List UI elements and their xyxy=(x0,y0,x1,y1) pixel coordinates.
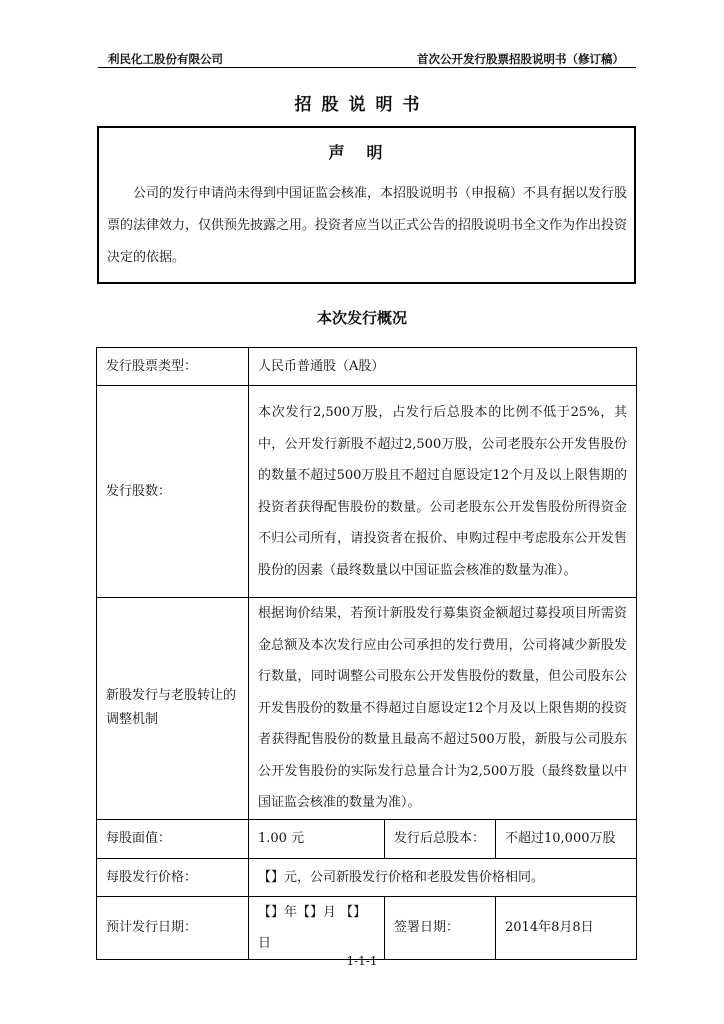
notice-box xyxy=(97,126,636,284)
notice-body: 公司的发行申请尚未得到中国证监会核准，本招股说明书（申报稿）不具有据以发行股票的法律效力，仅供预先披露之用。投资者应当以正式公告的招股说明书全文作为作出投资决定的依据。 xyxy=(107,186,628,265)
price-value: 【】元，公司新股发行价格和老股发售价格相同。 xyxy=(249,858,637,896)
page-number: 1-1-1 xyxy=(346,954,378,968)
table-row-stock-type xyxy=(97,348,637,386)
par-value-label: 每股面值： xyxy=(97,819,249,858)
adjustment-cell xyxy=(249,598,637,820)
signing-date-label: 签署日期： xyxy=(385,896,496,959)
table-row-price xyxy=(97,858,637,896)
par-value-value: 1.00 元 xyxy=(249,819,385,858)
shares-label: 发行股数： xyxy=(97,386,249,598)
header-company-name: 利民化工股份有限公司 xyxy=(108,52,223,66)
stock-type-value: 人民币普通股（A股） xyxy=(249,348,637,386)
stock-type-label: 发行股票类型： xyxy=(97,348,249,386)
table-row-par-value xyxy=(97,819,637,858)
table-row-adjustment xyxy=(97,598,637,820)
notice-heading: 声明 xyxy=(328,143,405,162)
shares-cell xyxy=(249,386,637,598)
total-shares-value: 不超过10,000万股 xyxy=(496,819,637,858)
issue-date-value: 【】年【】月 【】 日 xyxy=(249,896,385,959)
adjustment-label: 新股发行与老股转让的调整机制 xyxy=(97,598,249,820)
document-title: 招股说明书 xyxy=(294,95,430,115)
overview-title: 本次发行概况 xyxy=(316,309,407,327)
shares-value: 本次发行2,500万股，占发行后总股本的比例不低于25%，其中，公开发行新股不超过2,500万股，公司老股东公开发售股份的数量不超过500万股且不超过自愿设定12个月及以上限售期的投资者获得配售股份的数量。公司老股东公开发售股份所得资金不归公司所有，请投资者在报价、申购过程中考虑股东公开发售股份的因素（最终数量以中国证监会核准的数量为准）。 xyxy=(258,405,628,578)
total-shares-label: 发行后总股本： xyxy=(385,819,496,858)
price-label: 每股发行价格： xyxy=(97,858,249,896)
table-row-date xyxy=(97,896,637,959)
signing-date-value: 2014年8月8日 xyxy=(496,896,637,959)
header-document-name: 首次公开发行股票招股说明书（修订稿） xyxy=(417,52,624,66)
table-row-shares xyxy=(97,386,637,598)
issue-overview-table xyxy=(96,347,637,960)
issue-date-label: 预计发行日期： xyxy=(97,896,249,959)
page-header xyxy=(98,50,636,68)
adjustment-value: 根据询价结果，若预计新股发行募集资金额超过募投项目所需资金总额及本次发行应由公司承担的发行费用，公司将减少新股发行数量，同时调整公司股东公开发售股份的数量，但公司股东公开发售股份的数量不得超过自愿设定12个月及以上限售期的投资者获得配售股份的数量且最高不超过500万股，新股与公司股东公开发售股份的实际发行总量合计为2,500万股（最终数量以中国证监会核准的数量为准）。 xyxy=(258,606,628,810)
